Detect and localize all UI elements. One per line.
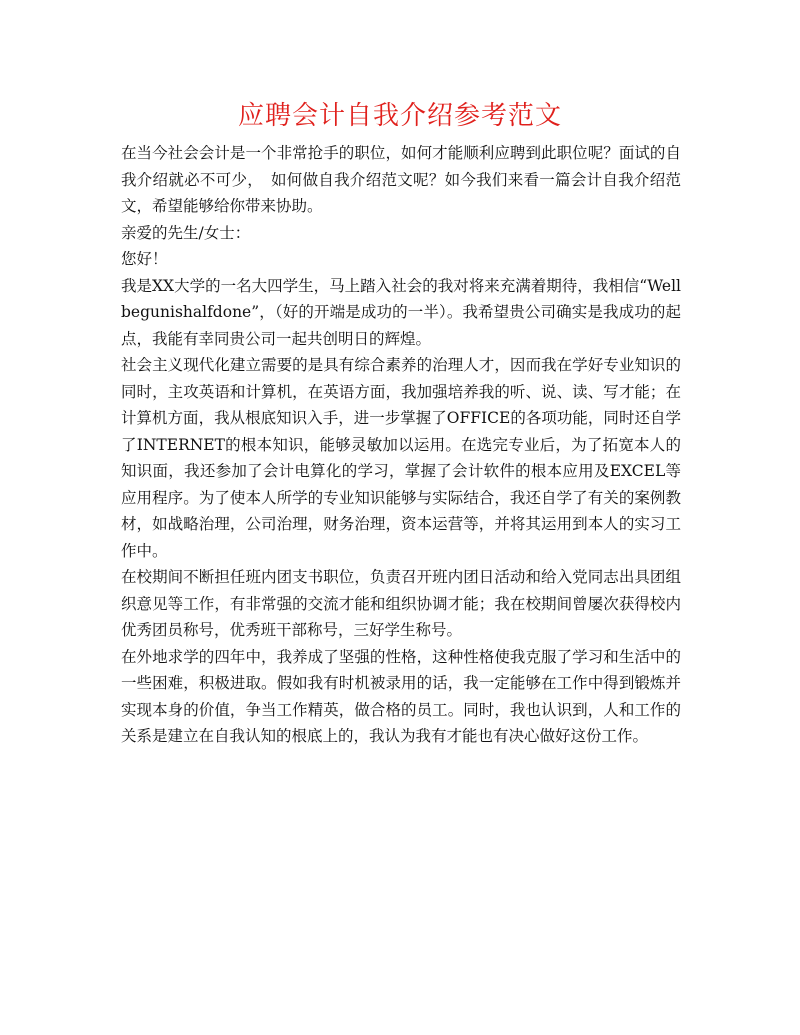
- document-body: [121, 140, 681, 750]
- paragraph-self-intro: 我是XX大学的一名大四学生，马上踏入社会的我对将来充满着期待，我相信“Wellbegunishalfdone”，（好的开端是成功的一半）。我希望贵公司确实是我成功的起点，我能有幸同贵公司一起共创明日的辉煌。: [121, 276, 681, 348]
- paragraph-skills: 社会主义现代化建立需要的是具有综合素养的治理人才，因而我在学好专业知识的同时，主攻英语和计算机，在英语方面，我加强培养我的听、说、读、写才能；在计算机方面，我从根底知识入手，进一步掌握了OFFICE的各项功能，同时还自学了INTERNET的根本知识，能够灵敏加以运用。在选完专业后，为了拓宽本人的知识面，我还参加了会计电算化的学习，掌握了会计软件的根本应用及EXCEL等应用程序。为了使本人所学的专业知识能够与实际结合，我还自学了有关的案例教材，如战略治理，公司治理，财务治理，资本运营等，并将其运用到本人的实习工作中。: [121, 356, 681, 560]
- paragraph-closing: 在外地求学的四年中，我养成了坚强的性格，这种性格使我克服了学习和生活中的一些困难，积极进取。假如我有时机被录用的话，我一定能够在工作中得到锻炼并实现本身的价值，争当工作精英，做合格的员工。同时，我也认识到，人和工作的关系是建立在自我认知的根底上的，我认为我有才能也有决心做好这份工作。: [121, 647, 681, 745]
- document-title: 应聘会计自我介绍参考范文: [237, 101, 562, 131]
- paragraph-intro: 在当今社会会计是一个非常抢手的职位，如何才能顺利应聘到此职位呢？面试的自我介绍就必不可少， 如何做自我介绍范文呢？如今我们来看一篇会计自我介绍范文，希望能够给你带来协助。: [121, 144, 681, 215]
- paragraph-campus-roles: 在校期间不断担任班内团支书职位，负责召开班内团日活动和给入党同志出具团组织意见等工作，有非常强的交流才能和组织协调才能；我在校期间曾屡次获得校内优秀团员称号，优秀班干部称号，三好学生称号。: [121, 568, 681, 639]
- paragraph-greeting: 您好！: [121, 250, 168, 268]
- paragraph-salutation: 亲爱的先生/女士：: [121, 223, 251, 242]
